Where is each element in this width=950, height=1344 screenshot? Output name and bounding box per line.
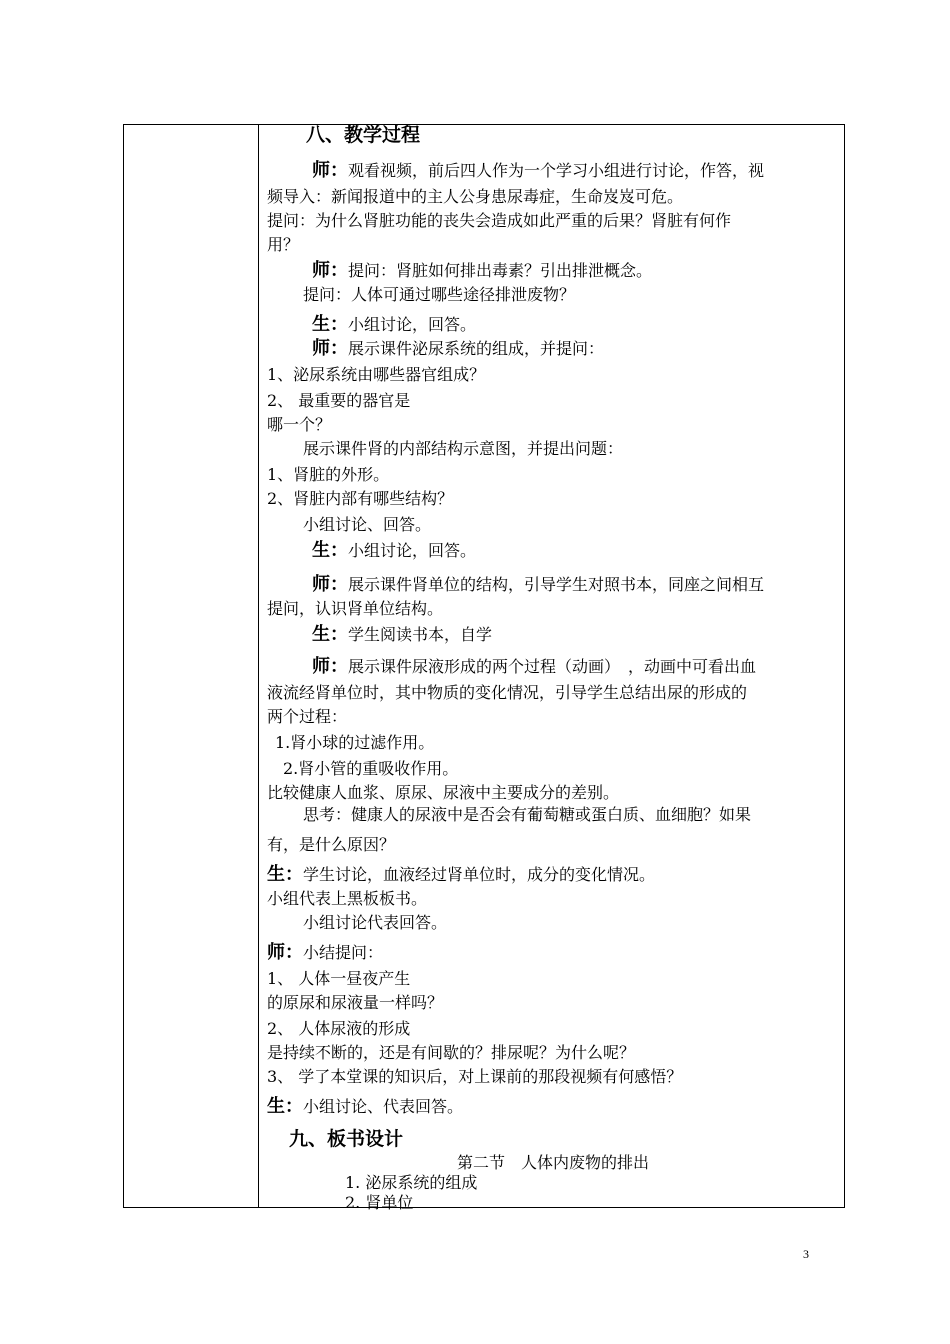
- lesson-line: [267, 415, 331, 435]
- lesson-line: [283, 759, 458, 779]
- speaker-label: 生：: [312, 540, 348, 561]
- line-text: 展示课件尿液形成的两个过程（动画） ，动画中可看出血: [348, 657, 757, 676]
- speaker-label: 师：: [312, 338, 348, 359]
- line-text: 用？: [267, 235, 300, 254]
- section-heading-board-design: 九、板书设计: [289, 1128, 404, 1150]
- lesson-line: [267, 187, 683, 207]
- line-text: 展示课件肾的内部结构示意图，并提出问题：: [303, 439, 624, 458]
- line-text: 小结提问：: [303, 943, 384, 962]
- lesson-line: [303, 913, 447, 933]
- lesson-line: [267, 465, 389, 485]
- lesson-line: [312, 161, 764, 181]
- line-text: 提问：肾脏如何排出毒素？引出排泄概念。: [348, 261, 653, 280]
- lesson-line: [267, 1067, 682, 1087]
- line-text: 的原尿和尿液量一样吗？: [267, 993, 444, 1012]
- lesson-line: [267, 683, 747, 703]
- lesson-line: [312, 657, 756, 677]
- lesson-line: [267, 865, 655, 885]
- lesson-line: [267, 211, 731, 231]
- lesson-line: [267, 1019, 410, 1039]
- line-text: 学生阅读书本，自学: [348, 625, 493, 644]
- line-text: 比较健康人血浆、原尿、尿液中主要成分的差别。: [267, 783, 620, 802]
- line-text: 学生讨论，血液经过肾单位时，成分的变化情况。: [303, 865, 656, 884]
- lesson-line: [267, 365, 485, 385]
- lesson-line: [267, 889, 427, 909]
- board-title: 第二节 人体内废物的排出: [457, 1153, 650, 1172]
- lesson-line: [267, 489, 453, 509]
- speaker-label: 师：: [267, 942, 303, 963]
- speaker-label: 生：: [312, 624, 348, 645]
- lesson-line: [303, 805, 751, 825]
- lesson-line: [267, 235, 299, 255]
- lesson-line: [267, 835, 395, 855]
- lesson-table: [123, 124, 845, 1212]
- speaker-label: 师：: [312, 574, 348, 595]
- line-text: 提问：为什么肾脏功能的丧失会造成如此严重的后果？肾脏有何作: [267, 211, 732, 230]
- line-text: 提问：人体可通过哪些途径排泄废物？: [303, 285, 576, 304]
- lesson-line: [312, 315, 476, 335]
- line-text: 2、肾脏内部有哪些结构？: [267, 489, 454, 508]
- line-text: 是持续不断的，还是有间歇的？排尿呢？为什么呢？: [267, 1043, 636, 1062]
- speaker-label: 生：: [267, 1096, 303, 1117]
- line-text: 3、 学了本堂课的知识后，对上课前的那段视频有何感悟？: [267, 1067, 683, 1086]
- line-text: 哪一个？: [267, 415, 332, 434]
- speaker-label: 师：: [312, 656, 348, 677]
- lesson-line: [267, 599, 443, 619]
- line-text: 小组讨论、回答。: [303, 515, 432, 534]
- speaker-label: 师：: [312, 160, 348, 181]
- line-text: 频导入：新闻报道中的主人公身患尿毒症，生命岌岌可危。: [267, 187, 684, 206]
- column-divider: [258, 125, 259, 1207]
- speaker-label: 师：: [312, 260, 348, 281]
- lesson-line: [275, 733, 434, 753]
- line-text: 2、 最重要的器官是: [267, 391, 411, 410]
- lesson-line: [303, 285, 575, 305]
- lesson-line: [267, 943, 383, 963]
- line-text: 1、 人体一昼夜产生: [267, 969, 411, 988]
- line-text: 液流经肾单位时，其中物质的变化情况，引导学生总结出尿的形成的: [267, 683, 748, 702]
- board-item: 2. 肾单位: [345, 1193, 414, 1212]
- line-text: 思考：健康人的尿液中是否会有葡萄糖或蛋白质、血细胞？如果: [303, 805, 752, 824]
- line-text: 小组讨论，回答。: [348, 541, 477, 560]
- line-text: 提问，认识肾单位结构。: [267, 599, 444, 618]
- lesson-line: [267, 783, 619, 803]
- line-text: 展示课件泌尿系统的组成，并提问：: [348, 339, 605, 358]
- line-text: 两个过程：: [267, 707, 348, 726]
- page-number: 3: [803, 1247, 809, 1261]
- lesson-line: [303, 515, 431, 535]
- line-text: 小组讨论，回答。: [348, 315, 477, 334]
- line-text: 1、肾脏的外形。: [267, 465, 390, 484]
- lesson-line: [312, 261, 652, 281]
- lesson-line: [312, 339, 604, 359]
- lesson-line: [312, 541, 476, 561]
- lesson-line: [267, 391, 410, 411]
- lesson-line: [312, 625, 492, 645]
- lesson-line: [267, 707, 347, 727]
- section-heading-teaching-process: 八、教学过程: [306, 124, 421, 146]
- lesson-line: [267, 1097, 463, 1117]
- line-text: 小组讨论、代表回答。: [303, 1097, 464, 1116]
- speaker-label: 生：: [312, 314, 348, 335]
- line-text: 有，是什么原因？: [267, 835, 396, 854]
- lesson-line: [303, 439, 623, 459]
- line-text: 1.肾小球的过滤作用。: [275, 733, 435, 752]
- line-text: 小组代表上黑板板书。: [267, 889, 428, 908]
- line-text: 展示课件肾单位的结构，引导学生对照书本，同座之间相互: [348, 575, 765, 594]
- lesson-line: [267, 1043, 635, 1063]
- board-item: 1. 泌尿系统的组成: [345, 1173, 478, 1192]
- line-text: 观看视频，前后四人作为一个学习小组进行讨论，作答，视: [348, 161, 765, 180]
- line-text: 2.肾小管的重吸收作用。: [283, 759, 459, 778]
- line-text: 1、泌尿系统由哪些器官组成？: [267, 365, 486, 384]
- line-text: 小组讨论代表回答。: [303, 913, 448, 932]
- lesson-line: [267, 993, 443, 1013]
- lesson-line: [312, 575, 764, 595]
- speaker-label: 生：: [267, 864, 303, 885]
- lesson-line: [267, 969, 410, 989]
- line-text: 2、 人体尿液的形成: [267, 1019, 411, 1038]
